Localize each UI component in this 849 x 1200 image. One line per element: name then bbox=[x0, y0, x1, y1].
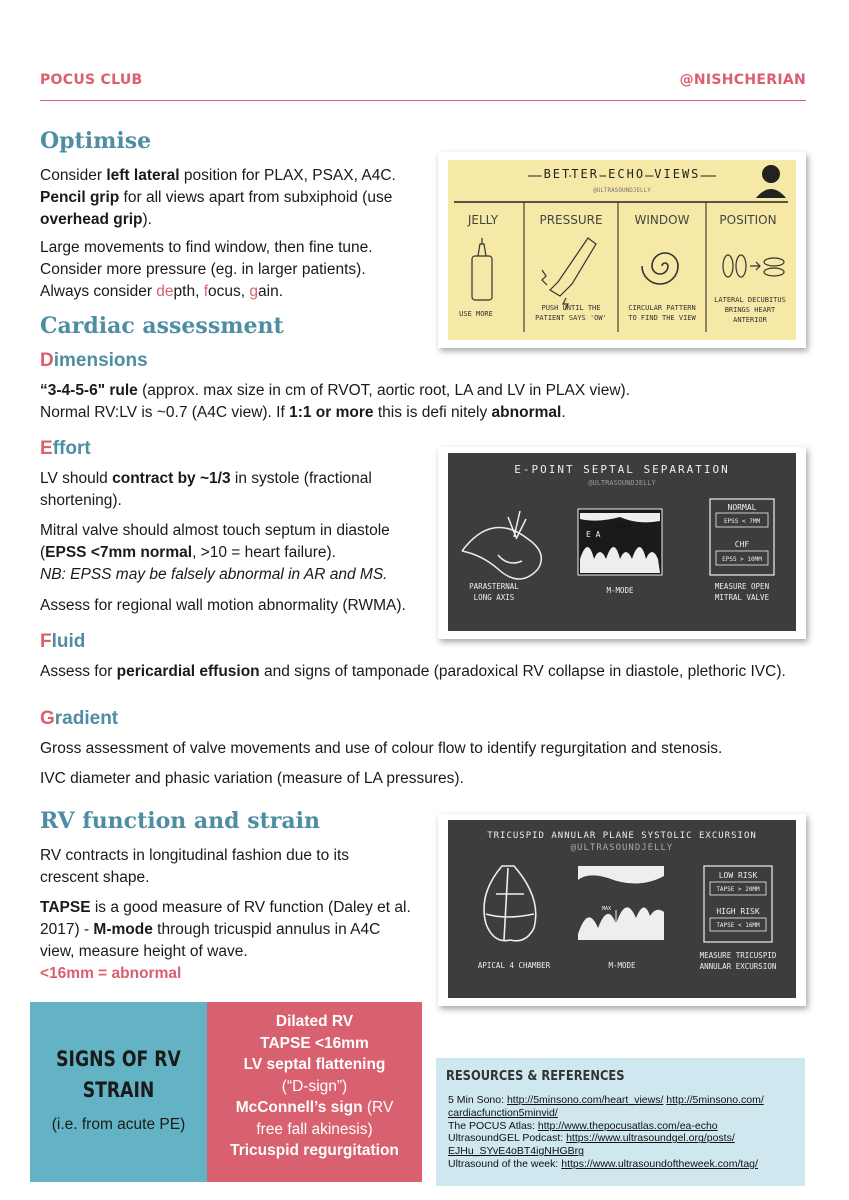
img3-tapse2: TAPSE < 16MM bbox=[716, 922, 760, 929]
img1-jelly: JELLY bbox=[467, 213, 499, 227]
img3-title: TRICUSPID ANNULAR PLANE SYSTOLIC EXCURSION bbox=[487, 831, 757, 841]
img3-brand: @ULTRASOUNDJELLY bbox=[570, 843, 674, 853]
img2-chf: CHF bbox=[734, 540, 750, 549]
fluid-heading: Fluid bbox=[40, 631, 86, 652]
img2-normal: NORMAL bbox=[727, 503, 757, 512]
link-ultrasoundgel-cont[interactable]: EJHu_SYvE4oBT4igNHGBrg bbox=[448, 1145, 584, 1158]
rv-p1: RV contracts in longitudinal fashion due to its crescent shape. bbox=[40, 847, 350, 886]
optimise-title: Optimise bbox=[40, 128, 152, 154]
header-rule bbox=[40, 100, 806, 101]
optimise-p2: Large movements to find window, then fine tune. Consider more pressure (eg. in larger patients). Always consider depth, focus, gain. bbox=[40, 239, 373, 300]
dimensions-heading: Dimensions bbox=[40, 350, 148, 371]
rv-strain-title: SIGNS OF RV STRAIN bbox=[56, 1047, 181, 1102]
img3-high: HIGH RISK bbox=[716, 907, 760, 916]
img1-position: POSITION bbox=[719, 213, 777, 227]
resources-title: RESOURCES & REFERENCES bbox=[446, 1068, 625, 1084]
sign-d-sign: (“D-sign”) bbox=[281, 1077, 348, 1095]
tapse-image bbox=[438, 814, 806, 1006]
link-ultrasound-of-the-week[interactable]: https://www.ultrasoundoftheweek.com/tag/ bbox=[561, 1157, 758, 1170]
gradient-p1: Gross assessment of valve movements and use of colour flow to identify regurgitation and stenosis. bbox=[40, 740, 723, 757]
better-echo-views-image bbox=[438, 152, 806, 348]
img3-l3a: MEASURE TRICUSPID bbox=[699, 951, 777, 960]
rv-strain-signs-box bbox=[207, 1002, 422, 1182]
cardiac-assessment-title: Cardiac assessment bbox=[40, 313, 284, 339]
img1-t4c: ANTERIOR bbox=[733, 316, 767, 324]
img2-l2: M-MODE bbox=[606, 586, 634, 595]
img2-epss1: EPSS < 7MM bbox=[723, 518, 761, 525]
rv-strain-label-box bbox=[30, 1002, 207, 1182]
sign-dilated-rv: Dilated RV bbox=[275, 1013, 354, 1030]
gradient-heading: Gradient bbox=[40, 708, 119, 729]
optimise-p1: Consider left lateral position for PLAX, PSAX, A4C. Pencil grip for all views apart from subxiphoid (use overhead grip). bbox=[40, 167, 396, 228]
m-mode-panel bbox=[578, 509, 662, 575]
img2-epss2: EPSS > 10MM bbox=[722, 556, 762, 563]
img2-ea: E A bbox=[586, 530, 601, 539]
img2-l1a: PARASTERNAL bbox=[469, 582, 519, 591]
link-pocus-atlas[interactable]: http://www.thepocusatlas.com/ea-echo bbox=[537, 1119, 718, 1132]
img1-t3a: CIRCULAR PATTERN bbox=[628, 304, 696, 312]
img3-max: MAX bbox=[602, 906, 612, 912]
resources-box: RESOURCES & REFERENCES 5 Min Sono: http://5minsono.com/heart_views/ http://5minsono.com/ cardiacfunction5minvid/ The POCUS Atlas: http://www.thepocusatlas.com/ea-echo UltrasoundGEL Podcast: https://www.ultrasoundgel.org/posts/ EJHu_SYvE4oBT4igNHGBrg Ultrasound of the week: https://www.ultrasoundoftheweek.com/tag/ bbox=[436, 1058, 805, 1186]
img2-title: E-POINT SEPTAL SEPARATION bbox=[514, 463, 730, 476]
img3-l3b: ANNULAR EXCURSION bbox=[699, 962, 777, 971]
img1-brand: @ULTRASOUNDJELLY bbox=[593, 187, 651, 194]
effort-p2: Mitral valve should almost touch septum in diastole (EPSS <7mm normal, >10 = heart failure). NB: EPSS may be falsely abnormal in AR and MS. bbox=[40, 522, 390, 583]
rv-p2: TAPSE is a good measure of RV function (Daley et al. 2017) - M-mode through tricuspid annulus in A4C view, measure height of wave. <16mm = abnormal bbox=[40, 899, 411, 982]
effort-p1: LV should contract by ~1/3 in systole (fractional shortening). bbox=[40, 470, 372, 509]
img2-l1b: LONG AXIS bbox=[473, 593, 515, 602]
img3-low: LOW RISK bbox=[718, 871, 758, 880]
effort-heading: Effort bbox=[40, 438, 91, 459]
img3-tapse1: TAPSE > 20MM bbox=[716, 886, 760, 893]
sign-free-fall-akinesis: free fall akinesis) bbox=[256, 1120, 373, 1138]
img3-min: MIN bbox=[618, 928, 628, 934]
img1-t3b: TO FIND THE VIEW bbox=[628, 314, 696, 322]
img1-t4b: BRINGS HEART bbox=[724, 306, 776, 314]
img3-l1: APICAL 4 CHAMBER bbox=[477, 961, 551, 970]
sign-tricuspid-regurgitation: Tricuspid regurgitation bbox=[230, 1142, 399, 1159]
sign-mcconnell: McConnell’s sign bbox=[235, 1099, 363, 1116]
link-5minsono-cont[interactable]: cardiacfunction5minvid/ bbox=[448, 1106, 558, 1119]
img2-brand: @ULTRASOUNDJELLY bbox=[588, 479, 656, 487]
sign-septal-flattening: LV septal flattening bbox=[243, 1056, 386, 1073]
img2-l3b: MITRAL VALVE bbox=[714, 593, 770, 602]
img2-l3a: MEASURE OPEN bbox=[714, 582, 770, 591]
img1-t1: USE MORE bbox=[459, 310, 493, 318]
fluid-text: Assess for pericardial effusion and signs of tamponade (paradoxical RV collapse in diastole, plethoric IVC). bbox=[40, 663, 786, 680]
img2-septum: SEPTUM bbox=[614, 525, 633, 531]
rv-strain-subtitle: (i.e. from acute PE) bbox=[51, 1116, 186, 1133]
img3-l2: M-MODE bbox=[608, 961, 636, 970]
dimensions-text: “3-4-5-6" rule (approx. max size in cm of RVOT, aortic root, LA and LV in PLAX view). Normal RV:LV is ~0.7 (A4C view). If 1:1 or more this is defi nitely abnormal. bbox=[40, 382, 630, 421]
sign-tapse: TAPSE <16mm bbox=[260, 1034, 369, 1052]
img1-title: BETTER ECHO VIEWS bbox=[543, 167, 701, 181]
link-5minsono-heart-views[interactable]: http://5minsono.com/heart_views/ bbox=[506, 1094, 664, 1106]
img1-pressure: PRESSURE bbox=[539, 213, 603, 227]
link-ultrasoundgel[interactable]: https://www.ultrasoundgel.org/posts/ bbox=[566, 1132, 735, 1145]
img1-t4a: LATERAL DECUBITUS bbox=[714, 296, 786, 304]
gradient-p2: IVC diameter and phasic variation (measure of LA pressures). bbox=[40, 770, 464, 787]
epss-image bbox=[438, 447, 806, 639]
rv-function-title: RV function and strain bbox=[40, 808, 320, 834]
header-right[interactable]: @NISHCHERIAN bbox=[679, 72, 806, 88]
img1-t2a: PUSH UNTIL THE bbox=[541, 304, 601, 312]
img1-window: WINDOW bbox=[634, 213, 690, 227]
sign-mcconnell-rv: (RV bbox=[362, 1099, 394, 1116]
img1-t2b: PATIENT SAYS 'OW' bbox=[535, 314, 607, 322]
link-5minsono[interactable]: http://5minsono.com/ bbox=[666, 1094, 764, 1106]
effort-p3: Assess for regional wall motion abnormality (RWMA). bbox=[40, 597, 406, 614]
header-left: POCUS CLUB bbox=[40, 72, 143, 88]
